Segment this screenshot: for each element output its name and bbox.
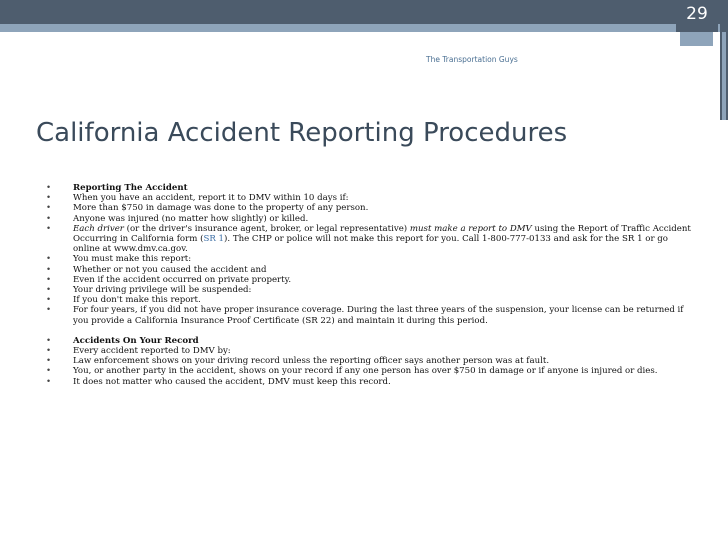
page-title: California Accident Reporting Procedures	[36, 118, 568, 148]
bullet-icon: •	[46, 356, 52, 367]
bullet-icon: •	[46, 295, 52, 306]
list-item	[46, 183, 696, 193]
bullet-list	[46, 183, 696, 387]
item-text: Your driving privilege will be suspended:	[73, 285, 252, 296]
bullet-icon: •	[46, 213, 52, 224]
list-item	[46, 377, 696, 387]
list-item	[46, 254, 696, 264]
item-text: Whether or not you caused the accident and	[73, 264, 267, 275]
item-text-italic: must make a report to DMV	[409, 223, 532, 234]
bullet-icon: •	[46, 376, 52, 387]
list-item	[46, 193, 696, 203]
section-heading: Accidents On Your Record	[73, 335, 199, 346]
section-gap	[46, 326, 696, 336]
bullet-icon: •	[46, 223, 52, 234]
item-text: Law enforcement shows on your driving record unless the reporting officer says another person was at fault.	[73, 356, 550, 367]
bullet-icon: •	[46, 264, 52, 275]
edge-strip-accent	[722, 32, 726, 120]
list-item	[46, 295, 696, 305]
item-text: using the Report of Traffic Accident Occurring in California form (	[73, 223, 691, 245]
item-text: ). The CHP or police will not make this report for you. Call 1-800-777-0133 and ask for the SR 1 or go online at www.dmv.ca.gov.	[73, 234, 668, 255]
section-heading: Reporting The Accident	[73, 183, 188, 193]
bullet-icon: •	[46, 335, 52, 346]
item-text: It does not matter who caused the accident, DMV must keep this record.	[73, 376, 391, 387]
list-item	[46, 275, 696, 285]
bullet-icon: •	[46, 346, 52, 357]
header-accent-bar	[0, 24, 728, 32]
bullet-icon: •	[46, 183, 52, 193]
list-item	[46, 336, 696, 346]
list-item	[46, 285, 696, 295]
slide-footer: The Transportation Guys	[426, 55, 518, 64]
item-text: If you don't make this report.	[73, 295, 201, 306]
item-text: Every accident reported to DMV by:	[73, 346, 231, 357]
page-number-box-accent	[680, 32, 713, 46]
item-text: For four years, if you did not have proper insurance coverage. During the last three years of the suspension, your license can be returned if you provide a California Insurance Proof Certificate (SR 22) and maintain it during this period.	[73, 305, 684, 326]
list-item	[46, 366, 696, 376]
item-text: Anyone was injured (no matter how slightly) or killed.	[73, 213, 309, 224]
item-text: When you have an accident, report it to DMV within 10 days if:	[73, 193, 349, 204]
item-text: More than $750 in damage was done to the property of any person.	[73, 203, 369, 214]
list-item	[46, 356, 696, 366]
list-item	[46, 224, 696, 255]
list-item	[46, 305, 696, 325]
bullet-icon: •	[46, 203, 52, 214]
item-text: (or the driver's insurance agent, broker, or legal representative)	[123, 223, 410, 234]
item-text: Even if the accident occurred on private property.	[73, 274, 292, 285]
item-text-italic: Each driver	[73, 223, 124, 234]
list-item	[46, 346, 696, 356]
bullet-icon: •	[46, 305, 52, 316]
bullet-icon: •	[46, 193, 52, 204]
item-text: You, or another party in the accident, shows on your record if any one person has over $750 in damage or if anyone is injured or dies.	[73, 366, 658, 377]
page-number: 29	[686, 4, 708, 24]
bullet-icon: •	[46, 366, 52, 377]
item-text: You must make this report:	[73, 254, 192, 265]
list-item	[46, 214, 696, 224]
bullet-icon: •	[46, 274, 52, 285]
list-item	[46, 203, 696, 213]
sr1-link[interactable]: SR 1	[203, 234, 225, 245]
header-bar	[0, 0, 728, 24]
bullet-icon: •	[46, 254, 52, 265]
list-item	[46, 265, 696, 275]
bullet-icon: •	[46, 285, 52, 296]
